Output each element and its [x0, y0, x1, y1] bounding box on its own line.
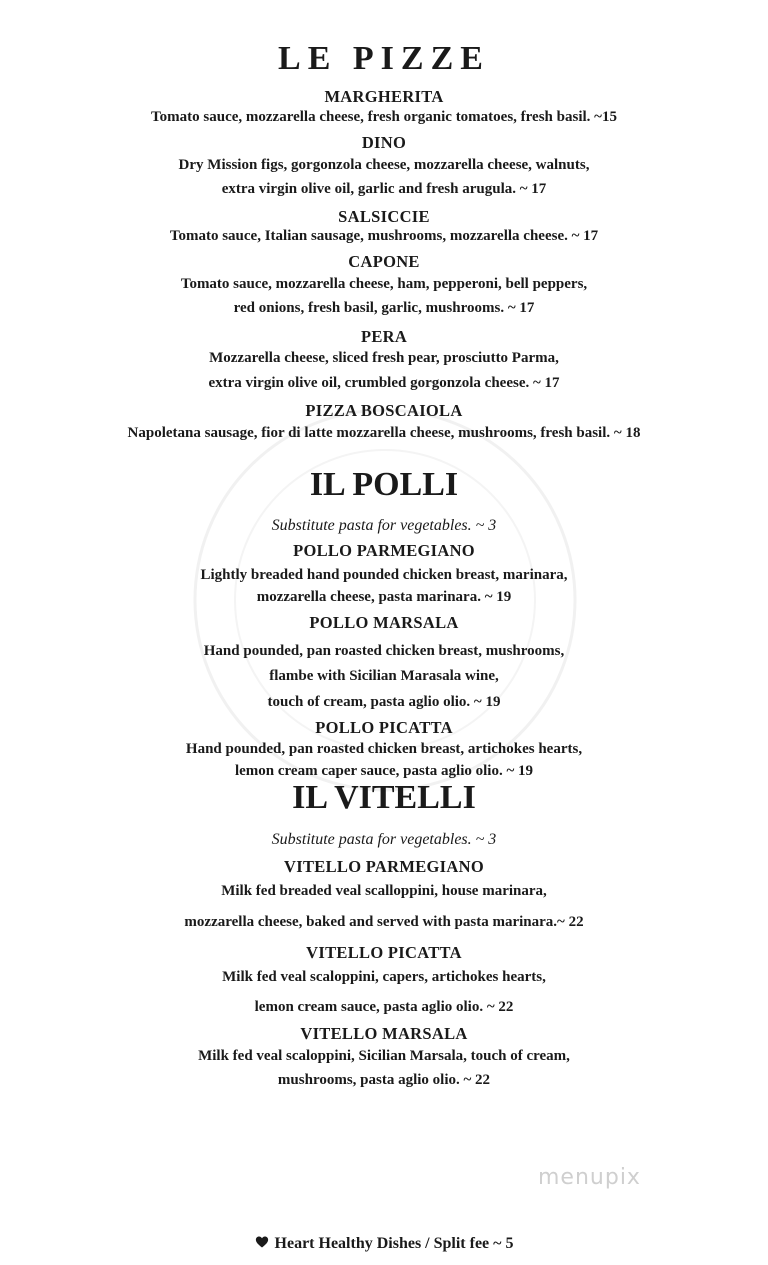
menu-item-name: POLLO PICATTA: [315, 718, 453, 737]
menu-item-name: DINO: [361, 133, 407, 152]
footer-text: Heart Healthy Dishes / Split fee ~ 5: [274, 1235, 514, 1252]
menu-item-description: extra virgin olive oil, garlic and fresh arugula. ~ 17: [221, 181, 547, 197]
menu-item-description: mozzarella cheese, pasta marinara. ~ 19: [256, 589, 512, 605]
menu-item-description: lemon cream sauce, pasta aglio olio. ~ 22: [254, 999, 514, 1015]
menu-item-description: Milk fed veal scaloppini, Sicilian Marsala, touch of cream,: [198, 1048, 570, 1064]
section-note: Substitute pasta for vegetables. ~ 3: [271, 517, 497, 534]
watermark-logo: menupix: [538, 1165, 641, 1190]
menu-item-description: flambe with Sicilian Marasala wine,: [269, 668, 499, 684]
menu-item-description: Tomato sauce, mozzarella cheese, ham, pepperoni, bell peppers,: [180, 276, 588, 292]
menu-item-description: extra virgin olive oil, crumbled gorgonzola cheese. ~ 17: [208, 375, 560, 391]
section-title-pizze: LE PIZZE: [278, 40, 490, 77]
menu-item-description: mozzarella cheese, baked and served with pasta marinara.~ 22: [184, 914, 584, 930]
heart-icon: [255, 1235, 269, 1249]
menu-item-name: POLLO PARMEGIANO: [293, 541, 475, 560]
menu-item-description: Milk fed breaded veal scalloppini, house marinara,: [221, 883, 547, 899]
section-title-polli: IL POLLI: [309, 466, 459, 503]
menu-item-description: Tomato sauce, mozzarella cheese, fresh organic tomatoes, fresh basil. ~15: [151, 109, 617, 125]
menu-item-name: MARGHERITA: [324, 87, 444, 106]
menu-item-description: Milk fed veal scaloppini, capers, artichokes hearts,: [222, 969, 546, 985]
section-title-vitelli: IL VITELLI: [292, 779, 476, 816]
menu-item-description: Mozzarella cheese, sliced fresh pear, prosciutto Parma,: [209, 350, 559, 366]
menu-item-name: VITELLO PARMEGIANO: [284, 857, 484, 876]
menu-item-name: CAPONE: [348, 252, 420, 271]
menu-item-description: Hand pounded, pan roasted chicken breast, mushrooms,: [203, 643, 565, 659]
menu-item-description: Lightly breaded hand pounded chicken breast, marinara,: [200, 567, 568, 583]
section-note: Substitute pasta for vegetables. ~ 3: [271, 831, 497, 848]
menu-item-description: Hand pounded, pan roasted chicken breast, artichokes hearts,: [185, 741, 583, 757]
menu-item-name: SALSICCIE: [338, 207, 430, 226]
menu-item-description: Dry Mission figs, gorgonzola cheese, mozzarella cheese, walnuts,: [178, 157, 590, 173]
footer-note: [0, 1235, 768, 1253]
menu-item-name: VITELLO PICATTA: [306, 943, 462, 962]
menu-item-description: Napoletana sausage, fior di latte mozzarella cheese, mushrooms, fresh basil. ~ 18: [127, 425, 641, 441]
menu-item-description: lemon cream caper sauce, pasta aglio olio. ~ 19: [234, 763, 534, 779]
menu-item-name: PIZZA BOSCAIOLA: [305, 401, 463, 420]
menu-item-description: mushrooms, pasta aglio olio. ~ 22: [277, 1072, 491, 1088]
menu-item-description: red onions, fresh basil, garlic, mushrooms. ~ 17: [233, 300, 535, 316]
menu-item-description: Tomato sauce, Italian sausage, mushrooms, mozzarella cheese. ~ 17: [169, 228, 599, 244]
menu-item-name: POLLO MARSALA: [309, 613, 459, 632]
menu-item-description: touch of cream, pasta aglio olio. ~ 19: [267, 694, 501, 710]
menu-item-name: PERA: [360, 327, 408, 346]
menu-item-name: VITELLO MARSALA: [300, 1024, 468, 1043]
